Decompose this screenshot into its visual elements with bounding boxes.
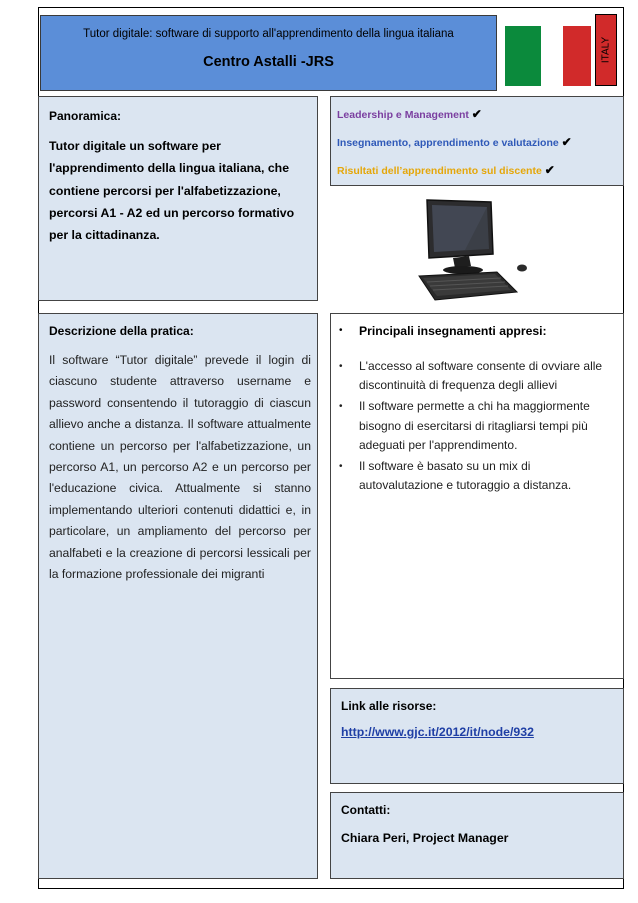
header-title: Centro Astalli -JRS	[203, 54, 334, 70]
check-icon: ✔	[544, 163, 555, 177]
panoramica-box	[38, 96, 318, 301]
panoramica-title: Panoramica:	[49, 109, 122, 123]
risorse-title: Link alle risorse:	[341, 699, 437, 713]
desktop-computer-icon	[405, 192, 535, 310]
insegnamenti-title: Principali insegnamenti appresi:	[359, 324, 547, 338]
descrizione-title: Descrizione della pratica:	[49, 324, 194, 338]
insegnamenti-list	[339, 354, 615, 495]
list-item	[339, 457, 615, 495]
list-item	[339, 397, 615, 455]
header-banner	[40, 15, 497, 91]
contact-name: Chiara Peri, Project Manager	[341, 831, 509, 845]
bullet-icon: •	[339, 461, 343, 473]
insegnamenti-box	[330, 313, 624, 679]
list-item-text: Il software permette a chi ha maggiormente bisogno di esercitarsi di ritagliarsi tempi più adeguati per l'apprendimento.	[359, 399, 590, 452]
check-icon: ✔	[561, 135, 572, 149]
header-subtitle: Tutor digitale: software di supporto all'apprendimento della lingua italiana	[83, 28, 454, 40]
flag-white-stripe	[541, 26, 563, 86]
areas-box	[330, 96, 624, 186]
check-icon: ✔	[471, 107, 482, 121]
contatti-title: Contatti:	[341, 803, 391, 817]
list-item	[339, 357, 615, 395]
area-item-risultati	[337, 163, 555, 177]
contatti-box	[330, 792, 624, 879]
list-item-text: L'accesso al software consente di ovviare alle discontinuità di frequenza degli allievi	[359, 359, 603, 393]
bullet-icon: •	[339, 325, 343, 336]
descrizione-body: Il software “Tutor digitale” prevede il login di ciascuno studente attraverso username e password consentendo il tutoraggio di ciascun allievo anche a distanza. Il software attualmente contiene un percorso per l'alfabetizzazione, un percorso A1, un percorso A2 e un percorso per l'educazione civica. Attualmente si stanno implementando ulteriori contenuti didattici e, in particolare, un ampliamento del percorso per analfabeti e la creazione di percorsi lessicali per la formazione professionale dei migranti	[49, 353, 311, 582]
area-item-insegnamento	[337, 135, 572, 149]
list-item-text: Il software è basato su un mix di autovalutazione e tutoraggio a distanza.	[359, 459, 572, 493]
bullet-icon: •	[339, 361, 343, 372]
country-label: ITALY	[600, 36, 612, 64]
country-label-box	[595, 14, 617, 86]
resource-link[interactable]: http://www.gjc.it/2012/it/node/932	[341, 725, 534, 739]
flag-red-stripe	[563, 26, 591, 86]
area-label: Leadership e Management	[337, 109, 469, 121]
panoramica-body: Tutor digitale un software per l'apprendimento della lingua italiana, che contiene percorsi per l'alfabetizzazione, percorsi A1 - A2 ed un percorso formativo per la cittadinanza.	[49, 139, 295, 243]
flag-green-stripe	[505, 26, 541, 86]
bullet-icon: •	[339, 401, 343, 413]
descrizione-box	[38, 313, 318, 879]
area-label: Insegnamento, apprendimento e valutazione	[337, 137, 559, 149]
area-label: Risultati dell’apprendimento sul discente	[337, 165, 542, 177]
risorse-box	[330, 688, 624, 784]
area-item-leadership	[337, 107, 482, 121]
